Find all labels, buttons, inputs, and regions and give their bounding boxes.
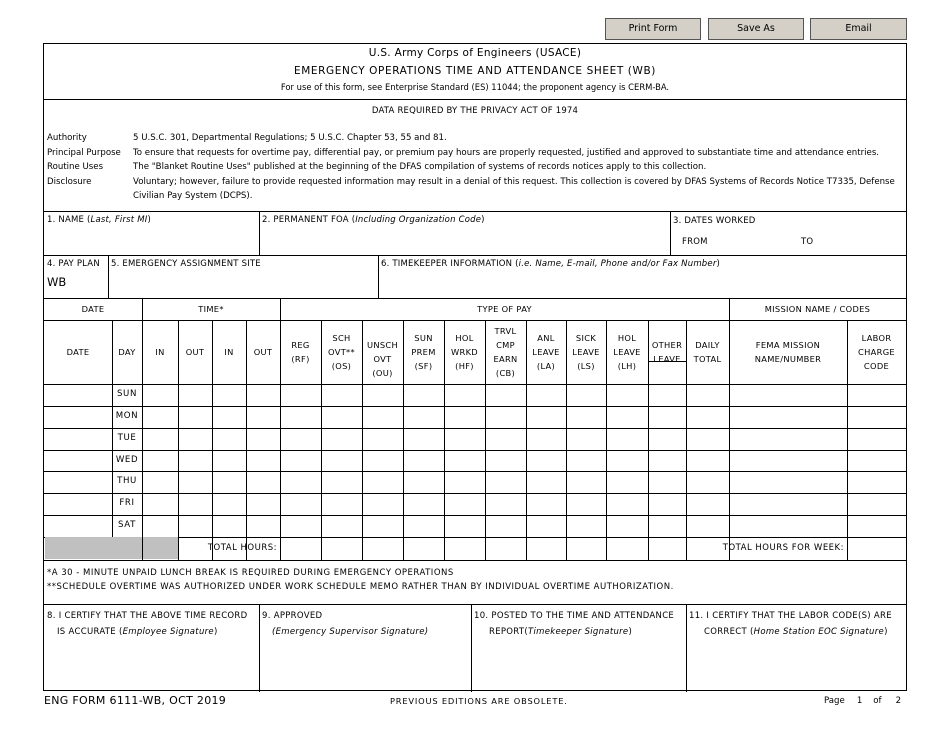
pay-plan-label: 4. PAY PLAN — [47, 259, 100, 269]
total-week-label: TOTAL HOURS FOR WEEK: — [722, 543, 844, 553]
disclosure-label: Disclosure — [47, 177, 92, 187]
privacy-heading: DATA REQUIRED BY THE PRIVACY ACT OF 1974 — [371, 106, 579, 116]
col-header-reg: REG (RF) — [291, 340, 310, 364]
day-label: WED — [115, 455, 139, 465]
col-header-holl: HOL LEAVE (LH) — [613, 333, 641, 371]
form-id: ENG FORM 6111-WB, OCT 2019 — [44, 694, 227, 707]
eoc-signature-block[interactable]: 11. I CERTIFY THAT THE LABOR CODE(S) ARE CORRECT (Home Station EOC Signature) — [689, 611, 892, 637]
col-header-trvl: TRVL CMP EARN (CB) — [493, 326, 518, 378]
form-title: EMERGENCY OPERATIONS TIME AND ATTENDANCE SHEET (WB) — [294, 65, 656, 77]
day-label: FRI — [119, 498, 135, 508]
col-header-date: DATE — [66, 347, 90, 357]
col-header-in2: IN — [224, 347, 234, 357]
dates-worked-label: 3. DATES WORKED — [673, 216, 756, 226]
supervisor-signature-block[interactable]: 9. APPROVED (Emergency Supervisor Signature) — [262, 611, 429, 637]
save-as-button[interactable]: Save As — [708, 18, 804, 40]
col-header-sick: SICK LEAVE (LS) — [572, 333, 600, 371]
assignment-site-label: 5. EMERGENCY ASSIGNMENT SITE — [111, 259, 261, 269]
group-pay-header: TYPE OF PAY — [477, 304, 532, 314]
to-label: TO — [801, 237, 814, 247]
group-date-header: DATE — [81, 304, 105, 314]
col-header-hol: HOL WRKD (HF) — [451, 333, 478, 371]
lunch-note: *A 30 - MINUTE UNPAID LUNCH BREAK IS REQUIRED DURING EMERGENCY OPERATIONS — [47, 568, 454, 578]
col-header-in1: IN — [155, 347, 165, 357]
routine-uses-text: The "Blanket Routine Uses" published at the beginning of the DFAS compilation of systems of records notices apply to this collection. — [133, 162, 707, 172]
col-header-sun: SUN PREM (SF) — [411, 333, 436, 371]
disclosure-text: Voluntary; however, failure to provide requested information may result in a denial of this request. This collection is covered by DFAS Systems of Records Notice T7335, Defense Civilian Pay System (DCPS). — [133, 177, 895, 201]
foa-label: 2. PERMANENT FOA (Including Organization Code) — [262, 215, 485, 225]
timekeeper-label: 6. TIMEKEEPER INFORMATION (i.e. Name, E-mail, Phone and/or Fax Number) — [381, 259, 721, 269]
purpose-label: Principal Purpose — [47, 148, 121, 158]
day-label: THU — [117, 476, 137, 486]
col-header-unsch: UNSCH OVT (OU) — [366, 340, 399, 378]
day-label: SAT — [118, 520, 136, 530]
total-hours-label: TOTAL HOURS: — [207, 543, 277, 553]
purpose-text: To ensure that requests for overtime pay, differential pay, or premium pay hours are properly requested, justified and approved to substantiate time and attendance entries. — [133, 148, 880, 158]
col-header-anl: ANL LEAVE (LA) — [532, 333, 560, 371]
from-label: FROM — [682, 237, 708, 247]
col-header-out1: OUT — [185, 347, 205, 357]
shaded-cell — [45, 537, 178, 559]
col-header-sch: SCH OVT** (OS) — [328, 333, 355, 371]
day-label: TUE — [117, 433, 137, 443]
employee-signature-block[interactable]: 8. I CERTIFY THAT THE ABOVE TIME RECORD IS ACCURATE (Employee Signature) — [47, 611, 248, 637]
col-header-out2: OUT — [253, 347, 273, 357]
day-label: SUN — [117, 389, 137, 399]
authority-text: 5 U.S.C. 301, Departmental Regulations; 5 U.S.C. Chapter 53, 55 and 81. — [133, 133, 447, 143]
name-label: 1. NAME (Last, First MI) — [47, 215, 152, 225]
col-header-fema: FEMA MISSION NAME/NUMBER — [754, 340, 822, 364]
print-form-button[interactable]: Print Form — [605, 18, 701, 40]
col-header-other: OTHER LEAVE — [651, 340, 683, 364]
pay-plan-value: WB — [47, 275, 67, 289]
group-mission-header: MISSION NAME / CODES — [764, 304, 871, 314]
obsolete-note: PREVIOUS EDITIONS ARE OBSOLETE. — [390, 696, 568, 706]
day-label: MON — [115, 411, 139, 421]
time-attendance-form — [43, 43, 907, 691]
col-header-daily: DAILY TOTAL — [693, 340, 722, 364]
timekeeper-signature-block[interactable]: 10. POSTED TO THE TIME AND ATTENDANCE REPORT(Timekeeper Signature) — [474, 611, 675, 637]
routine-uses-label: Routine Uses — [47, 162, 104, 172]
agency-name: U.S. Army Corps of Engineers (USACE) — [368, 47, 582, 59]
email-button[interactable]: Email — [810, 18, 907, 40]
page-indicator: Page 1 of 2 — [824, 696, 902, 706]
col-header-labor: LABOR CHARGE CODE — [858, 333, 895, 371]
authority-label: Authority — [47, 133, 87, 143]
schedule-note: **SCHEDULE OVERTIME WAS AUTHORIZED UNDER WORK SCHEDULE MEMO RATHER THAN BY INDIVIDUAL OVERTIME AUTHORIZATION. — [47, 582, 674, 592]
group-time-header: TIME* — [198, 304, 224, 314]
col-header-day: DAY — [118, 347, 136, 357]
form-subtitle: For use of this form, see Enterprise Standard (ES) 11044; the proponent agency is CERM-BA. — [280, 82, 670, 92]
